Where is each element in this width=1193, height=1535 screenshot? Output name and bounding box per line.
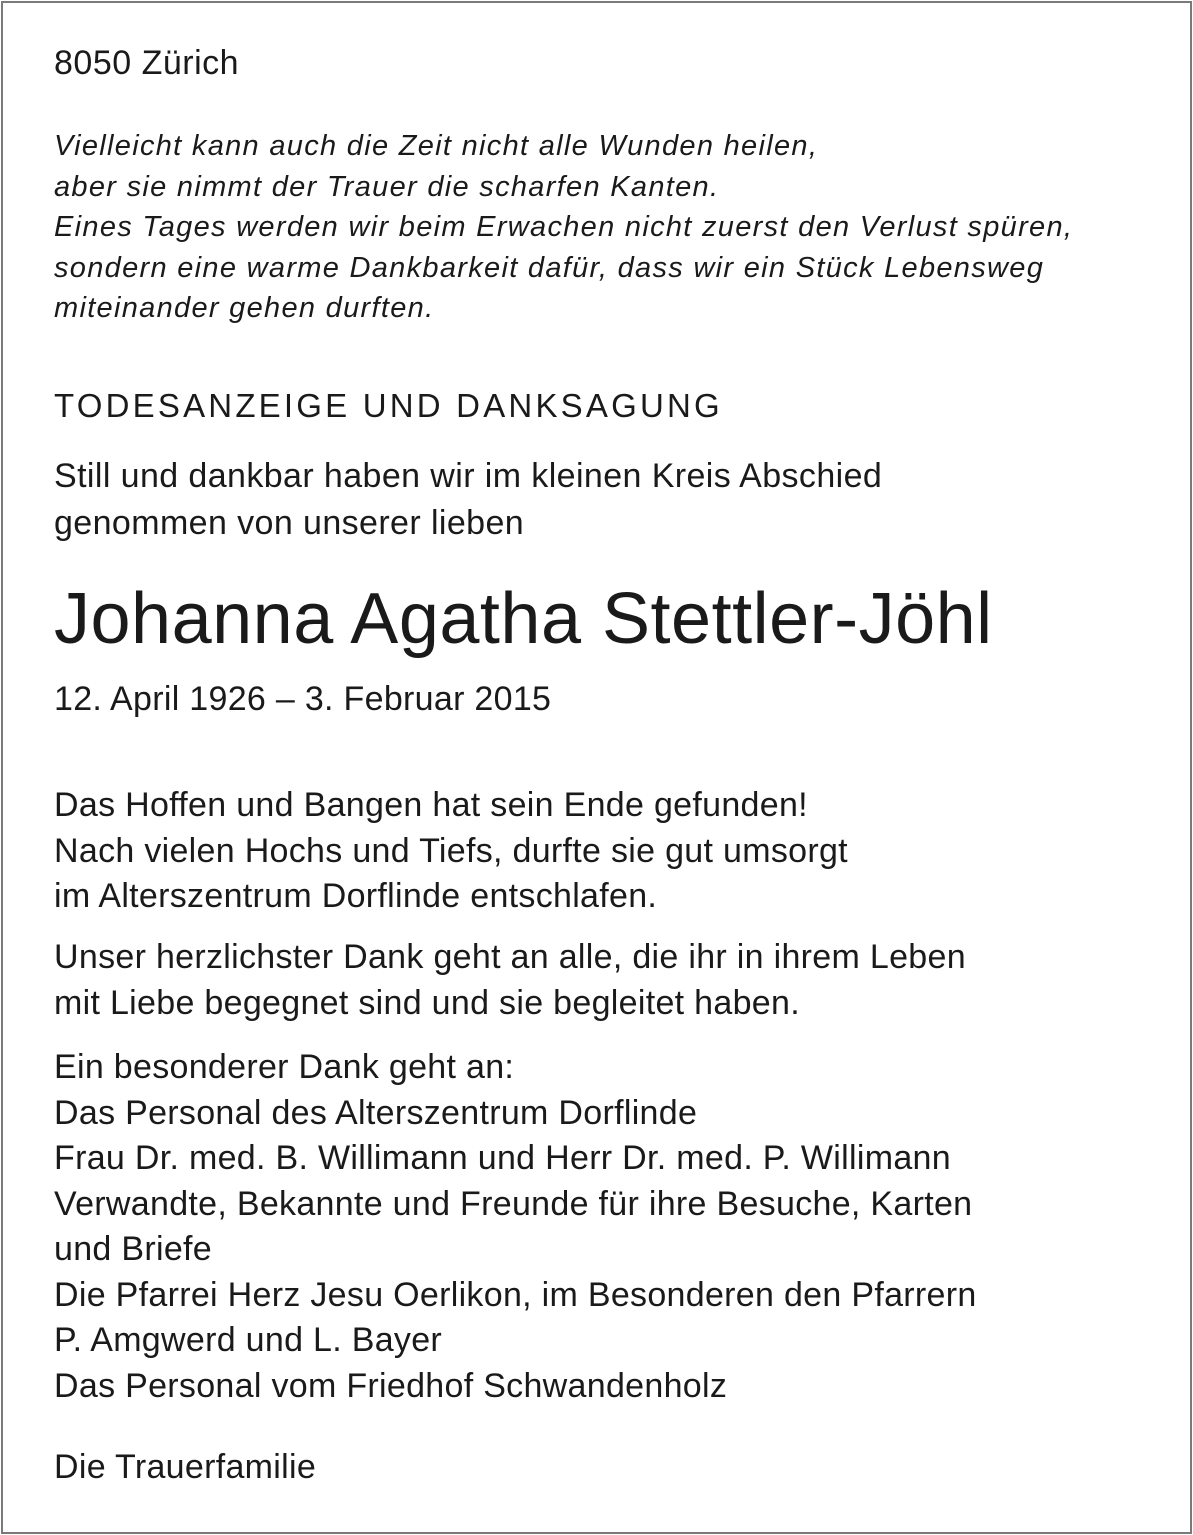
paragraph-line: und Briefe — [54, 1230, 212, 1268]
motto-line: aber sie nimmt der Trauer die scharfen Kanten. — [54, 170, 720, 203]
paragraph-line: P. Amgwerd und L. Bayer — [54, 1321, 443, 1359]
motto-line: sondern eine warme Dankbarkeit dafür, dass wir ein Stück Lebensweg — [54, 251, 1045, 284]
location: 8050 Zürich — [54, 44, 240, 82]
paragraph-line: Ein besonderer Dank geht an: — [54, 1048, 515, 1086]
paragraph-special-thanks — [54, 1045, 977, 1409]
paragraph-line: Verwandte, Bekannte und Freunde für ihre Besuche, Karten — [54, 1184, 973, 1223]
motto-line: miteinander gehen durften. — [54, 292, 435, 325]
paragraph-line: Das Personal des Alterszentrum Dorflinde — [54, 1093, 698, 1132]
notice-heading: TODESANZEIGE UND DANKSAGUNG — [54, 387, 723, 424]
paragraph-line: im Alterszentrum Dorflinde entschlafen. — [54, 877, 658, 915]
intro-text — [54, 453, 882, 547]
motto-quote — [54, 126, 1073, 329]
paragraph-line: Das Personal vom Friedhof Schwandenholz — [54, 1366, 728, 1405]
paragraph-line: Das Hoffen und Bangen hat sein Ende gefunden! — [54, 786, 808, 824]
paragraph-line: Nach vielen Hochs und Tiefs, durfte sie gut umsorgt — [54, 831, 848, 870]
paragraph-line: mit Liebe begegnet sind und sie begleitet haben. — [54, 983, 800, 1022]
life-dates: 12. April 1926 – 3. Februar 2015 — [54, 680, 552, 718]
paragraph-line: Frau Dr. med. B. Willimann und Herr Dr. med. P. Willimann — [54, 1139, 951, 1177]
motto-line: Vielleicht kann auch die Zeit nicht alle Wunden heilen, — [54, 130, 819, 162]
intro-line: Still und dankbar haben wir im kleinen Kreis Abschied — [54, 457, 883, 495]
signature: Die Trauerfamilie — [54, 1448, 317, 1486]
deceased-name: Johanna Agatha Stettler-Jöhl — [54, 579, 993, 659]
paragraph-line: Unser herzlichster Dank geht an alle, die ihr in ihrem Leben — [54, 938, 966, 976]
paragraph-line: Die Pfarrei Herz Jesu Oerlikon, im Besonderen den Pfarrern — [54, 1275, 977, 1314]
paragraph-farewell — [54, 783, 848, 920]
intro-line: genommen von unserer lieben — [54, 504, 525, 542]
paragraph-thanks — [54, 935, 966, 1026]
motto-line: Eines Tages werden wir beim Erwachen nicht zuerst den Verlust spüren, — [54, 211, 1074, 244]
